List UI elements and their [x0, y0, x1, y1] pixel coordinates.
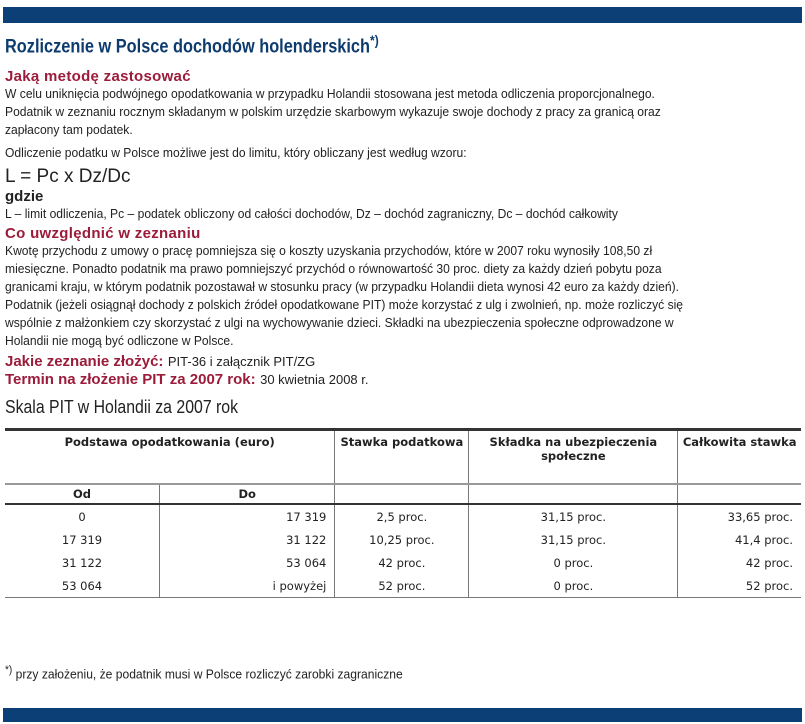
table-row	[5, 528, 801, 551]
where-label: gdzie	[5, 188, 44, 206]
table-cell: 17 319	[61, 532, 103, 547]
col-header: Całkowita stawka	[678, 430, 801, 485]
text-line: miesięczne. Ponadto podatnik ma prawo pomniejszyć przychód o równowartość 30 proc. diety za każdy dzień pobytu poza	[5, 261, 662, 277]
table-cell: 53 064	[160, 551, 335, 574]
table-row	[5, 551, 801, 574]
formula-legend: L – limit odliczenia, Pc – podatek obliczony od całości dochodów, Dz – dochód zagraniczny, Dc – dochód całkowity	[5, 206, 618, 222]
formula-intro: Odliczenie podatku w Polsce możliwe jest do limitu, który obliczany jest według wzoru:	[5, 145, 467, 161]
text-line: Podatnik (jeżeli osiągnął dochody z polskich źródeł opodatkowane PIT) może korzystać z ulg i zwolnień, np. może rozliczyć się	[5, 297, 684, 313]
table-cell: 31 122	[61, 555, 103, 570]
bottom-banner-bar	[3, 708, 802, 722]
formula: L = Pc x Dz/Dc	[5, 166, 131, 188]
table-cell: 0	[78, 509, 86, 524]
top-banner-bar	[3, 7, 802, 23]
text-line: zapłacony tam podatek.	[5, 122, 133, 138]
sub-header-to: Do	[160, 484, 335, 504]
text-line: W celu uniknięcia podwójnego opodatkowania w przypadku Holandii stosowana jest metoda odliczenia proporcjonalnego.	[5, 86, 655, 102]
table-row	[5, 574, 801, 598]
text-line: Kwotę przychodu z umowy o pracę pomniejsza się o koszty uzyskania przychodów, które w 2007 roku wynosiły 108,50 zł	[5, 243, 653, 259]
form-heading: Jakie zeznanie złożyć:	[5, 353, 164, 371]
table-cell: 41,4 proc.	[678, 528, 801, 551]
form-info	[5, 353, 800, 371]
table-cell: 17 319	[160, 504, 335, 528]
tax-table	[5, 428, 801, 598]
table-cell: 31,15 proc.	[469, 528, 678, 551]
deadline-info	[5, 371, 800, 389]
text-line: granicami kraju, w którym podatnik pozostawał w stosunku pracy (w przypadku Holandii dieta wynosi 42 euro za każdy dzień).	[5, 279, 680, 295]
table-cell: 53 064	[5, 574, 160, 598]
col-header: Podstawa opodatkowania (euro)	[5, 430, 335, 485]
page-title: Rozliczenie w Polsce dochodów holenderskich*)	[5, 32, 379, 58]
empty-cell	[469, 484, 678, 504]
footnote: *) przy założeniu, że podatnik musi w Polsce rozliczyć zarobki zagraniczne	[5, 664, 403, 682]
heading-include: Co uwzględnić w zeznaniu	[5, 225, 201, 243]
table-cell: 31 122	[160, 528, 335, 551]
table-cell: 33,65 proc.	[678, 504, 801, 528]
table-row	[5, 504, 801, 528]
table-cell: 52 proc.	[678, 574, 801, 598]
table-cell: 52 proc.	[335, 574, 469, 598]
form-value: PIT-36 i załącznik PIT/ZG	[167, 354, 316, 370]
deadline-value: 30 kwietnia 2008 r.	[260, 372, 369, 388]
heading-method: Jaką metodę zastosować	[5, 68, 191, 86]
col-header: Składka na ubezpieczenia społeczne	[469, 430, 678, 485]
table-cell: 42 proc.	[678, 551, 801, 574]
article	[5, 30, 800, 598]
table-cell: 0 proc.	[469, 551, 678, 574]
empty-cell	[335, 484, 469, 504]
table-cell: 42 proc.	[335, 551, 469, 574]
deadline-heading: Termin na złożenie PIT za 2007 rok:	[5, 371, 256, 389]
col-header: Stawka podatkowa	[335, 430, 469, 485]
sub-header-from: Od	[5, 484, 160, 504]
table-cell: i powyżej	[160, 574, 335, 598]
table-cell: 31,15 proc.	[469, 504, 678, 528]
text-line: Holandii nie mogą być odliczone w Polsce.	[5, 333, 234, 349]
empty-cell	[678, 484, 801, 504]
text-line: wspólnie z małżonkiem czy skorzystać z ulgi na wychowywanie dzieci. Składki na ubezpieczenia społeczne odprowadzone w	[5, 315, 674, 331]
table-cell: 2,5 proc.	[335, 504, 469, 528]
text-line: Podatnik w zeznaniu rocznym składanym w polskim urzędzie skarbowym wykazuje swoje dochody z pracy za granicą oraz	[5, 104, 661, 120]
table-cell: 0 proc.	[469, 574, 678, 598]
table-cell: 10,25 proc.	[335, 528, 469, 551]
table-title: Skala PIT w Holandii za 2007 rok	[5, 397, 239, 418]
